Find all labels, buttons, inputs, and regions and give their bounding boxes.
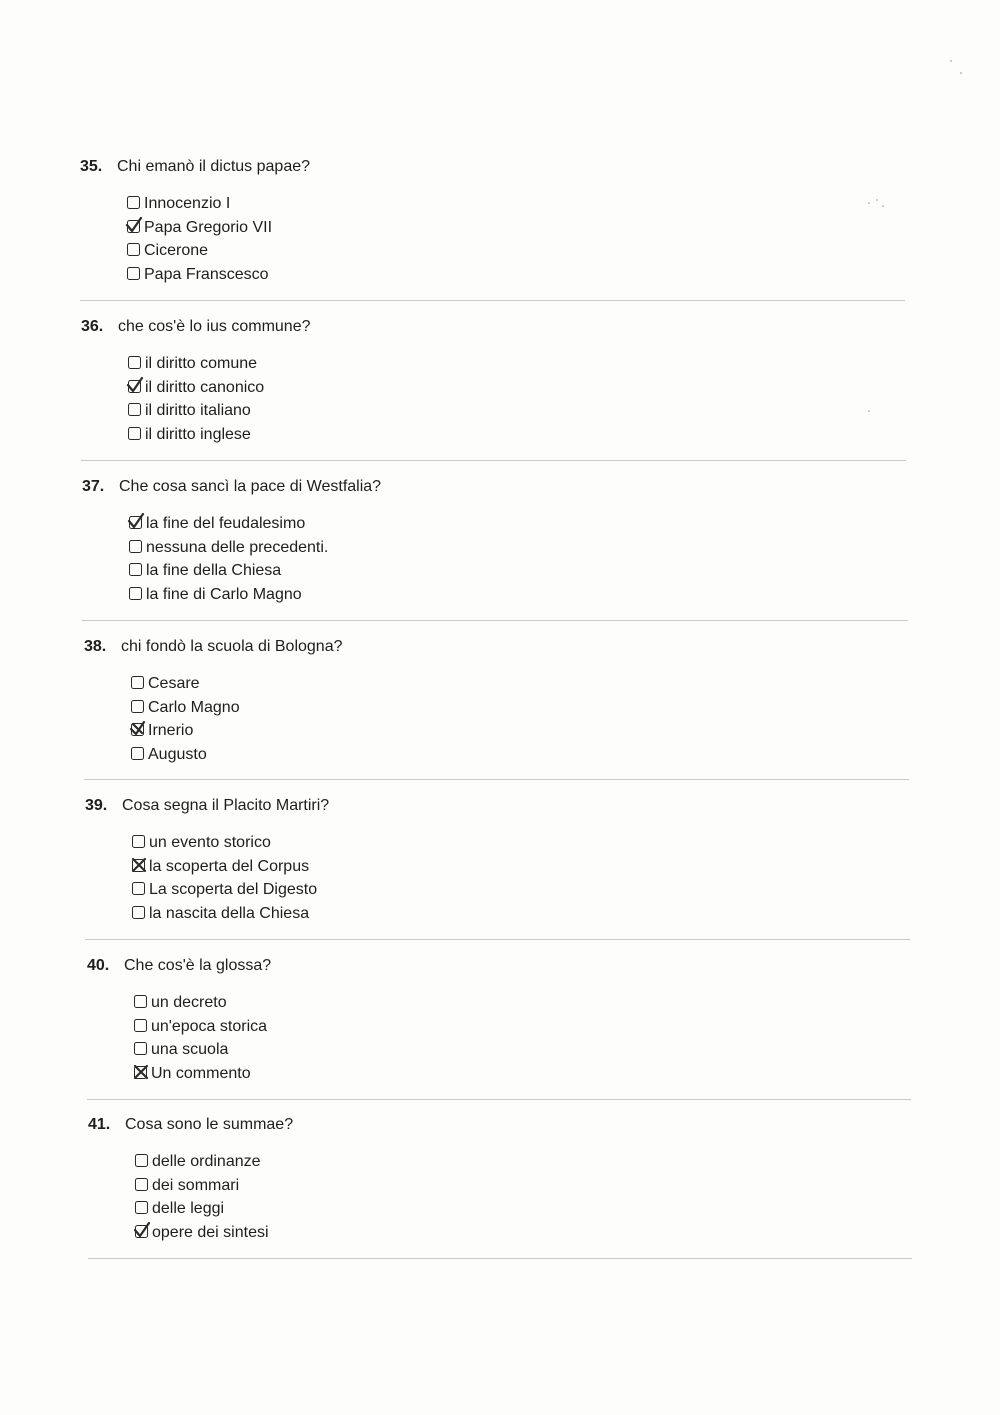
pen-check-mark-icon — [129, 720, 147, 738]
checkbox-empty[interactable] — [128, 356, 141, 369]
scan-speck — [950, 60, 952, 62]
answer-option[interactable] — [128, 376, 911, 400]
question-number: 41. — [88, 1116, 111, 1133]
answer-label: Irnerio — [148, 722, 194, 740]
checkbox-empty[interactable] — [127, 267, 140, 280]
answer-label: nessuna delle precedenti. — [146, 538, 329, 556]
answer-option[interactable] — [127, 192, 910, 216]
answer-label: il diritto comune — [145, 355, 258, 372]
question-number: 38. — [84, 638, 107, 655]
checkbox-empty[interactable] — [134, 995, 147, 1008]
question-header — [87, 956, 917, 976]
answer-option[interactable] — [134, 1038, 917, 1062]
question-37 — [82, 477, 912, 606]
answer-label: il diritto italiano — [145, 402, 251, 420]
answer-label: Innocenzio I — [144, 195, 231, 212]
answer-option[interactable] — [127, 263, 910, 287]
answer-label: Papa Franscesco — [144, 265, 269, 283]
checkbox-empty[interactable] — [129, 587, 142, 600]
question-divider — [80, 300, 905, 301]
answer-label: la scoperta del Corpus — [149, 857, 310, 875]
question-header — [81, 317, 911, 337]
pen-check-mark-icon — [125, 217, 143, 235]
answer-label: la nascita della Chiesa — [149, 904, 310, 922]
checkbox-empty[interactable] — [134, 1042, 147, 1055]
checkbox-empty[interactable] — [129, 563, 142, 576]
question-divider — [88, 1258, 912, 1259]
question-number: 35. — [80, 158, 103, 175]
question-40 — [87, 956, 917, 1085]
checkbox-empty[interactable] — [135, 1154, 148, 1167]
checkbox-empty[interactable] — [127, 243, 140, 256]
answer-option[interactable] — [134, 1062, 917, 1086]
pen-check-mark-icon — [126, 377, 144, 395]
answer-option[interactable] — [129, 559, 912, 583]
answer-label: Un commento — [151, 1064, 251, 1082]
question-number: 37. — [82, 478, 105, 495]
pen-check-mark-icon — [133, 1222, 151, 1240]
answer-option[interactable] — [134, 991, 917, 1015]
answer-option[interactable] — [129, 512, 912, 536]
options-list — [129, 512, 912, 606]
checkbox-empty[interactable] — [132, 882, 145, 895]
answer-option[interactable] — [135, 1221, 918, 1245]
question-header — [88, 1115, 918, 1135]
question-divider — [84, 779, 909, 780]
answer-option[interactable] — [129, 536, 912, 560]
answer-label: una scuola — [151, 1041, 229, 1059]
question-38 — [84, 637, 914, 766]
checkbox-empty[interactable] — [131, 676, 144, 689]
answer-label: Papa Gregorio VII — [144, 218, 273, 236]
answer-option[interactable] — [132, 831, 915, 855]
question-36 — [81, 317, 911, 446]
answer-label: La scoperta del Digesto — [149, 881, 318, 899]
scan-speck — [876, 199, 878, 201]
checkbox-empty[interactable] — [131, 747, 144, 760]
checkbox-empty[interactable] — [131, 700, 144, 713]
checkbox-empty[interactable] — [129, 540, 142, 553]
options-list — [134, 991, 917, 1085]
checkbox-checked[interactable] — [132, 859, 145, 872]
checkbox-empty[interactable] — [128, 403, 141, 416]
checkbox-checked[interactable] — [128, 380, 141, 393]
answer-option[interactable] — [132, 878, 915, 902]
answer-label: Cicerone — [144, 242, 209, 260]
question-divider — [81, 460, 906, 461]
checkbox-checked[interactable] — [131, 723, 144, 736]
answer-option[interactable] — [128, 399, 911, 423]
scan-speck — [882, 205, 884, 207]
answer-option[interactable] — [131, 672, 914, 696]
answer-label: Augusto — [148, 745, 207, 763]
question-39 — [85, 796, 915, 925]
answer-option[interactable] — [131, 743, 914, 767]
checkbox-empty[interactable] — [127, 196, 140, 209]
answer-option[interactable] — [131, 719, 914, 743]
question-text: che cos'è lo ius commune? — [118, 318, 311, 335]
answer-label: la fine della Chiesa — [146, 562, 282, 580]
answer-label: opere dei sintesi — [152, 1223, 269, 1241]
question-41 — [88, 1115, 918, 1244]
options-list — [127, 192, 910, 286]
checkbox-empty[interactable] — [128, 427, 141, 440]
options-list — [132, 831, 915, 925]
answer-option[interactable] — [129, 583, 912, 607]
answer-label: il diritto inglese — [145, 425, 251, 443]
question-text: Cosa sono le summae? — [125, 1116, 294, 1133]
checkbox-empty[interactable] — [134, 1019, 147, 1032]
question-text: Chi emanò il dictus papae? — [117, 158, 311, 175]
question-35 — [80, 157, 910, 286]
question-number: 36. — [81, 318, 104, 335]
checkbox-checked[interactable] — [127, 220, 140, 233]
checkbox-checked[interactable] — [135, 1225, 148, 1238]
answer-option[interactable] — [135, 1150, 918, 1174]
answer-option[interactable] — [127, 216, 910, 240]
answer-option[interactable] — [128, 352, 911, 376]
question-text: Che cosa sancì la pace di Westfalia? — [119, 478, 382, 495]
answer-option[interactable] — [135, 1197, 918, 1221]
question-header — [85, 796, 915, 816]
answer-option[interactable] — [132, 902, 915, 926]
scan-speck — [960, 72, 962, 74]
question-text: chi fondò la scuola di Bologna? — [121, 638, 343, 655]
answer-label: Cesare — [148, 675, 200, 692]
answer-option[interactable] — [131, 696, 914, 720]
answer-option[interactable] — [132, 855, 915, 879]
question-header — [82, 477, 912, 497]
question-text: Cosa segna il Placito Martiri? — [122, 797, 330, 814]
question-divider — [85, 939, 910, 940]
pen-check-mark-icon — [132, 1063, 150, 1081]
checkbox-checked[interactable] — [134, 1066, 147, 1079]
checkbox-empty[interactable] — [135, 1201, 148, 1214]
answer-label: un'epoca storica — [151, 1017, 268, 1035]
question-number: 40. — [87, 957, 110, 974]
answer-label: Carlo Magno — [148, 698, 240, 716]
question-header — [80, 157, 910, 177]
question-header — [84, 637, 914, 657]
scan-speck — [868, 410, 870, 412]
question-number: 39. — [85, 797, 108, 814]
pen-check-mark-icon — [130, 856, 148, 874]
question-divider — [82, 620, 908, 621]
question-divider — [87, 1099, 911, 1100]
answer-label: delle leggi — [152, 1200, 225, 1218]
checkbox-empty[interactable] — [132, 906, 145, 919]
pen-check-mark-icon — [127, 513, 145, 531]
checkbox-empty[interactable] — [135, 1178, 148, 1191]
options-list — [128, 352, 911, 446]
answer-option[interactable] — [134, 1015, 917, 1039]
options-list — [135, 1150, 918, 1244]
answer-label: la fine di Carlo Magno — [146, 585, 302, 603]
answer-label: la fine del feudalesimo — [146, 515, 306, 532]
answer-label: dei sommari — [152, 1176, 240, 1194]
checkbox-empty[interactable] — [132, 835, 145, 848]
answer-label: un decreto — [151, 994, 227, 1011]
answer-label: un evento storico — [149, 834, 271, 851]
checkbox-checked[interactable] — [129, 516, 142, 529]
answer-option[interactable] — [128, 423, 911, 447]
answer-label: il diritto canonico — [145, 378, 265, 396]
answer-label: delle ordinanze — [152, 1153, 261, 1170]
answer-option[interactable] — [127, 239, 910, 263]
answer-option[interactable] — [135, 1174, 918, 1198]
options-list — [131, 672, 914, 766]
scan-speck — [868, 202, 870, 204]
question-text: Che cos'è la glossa? — [124, 957, 272, 974]
